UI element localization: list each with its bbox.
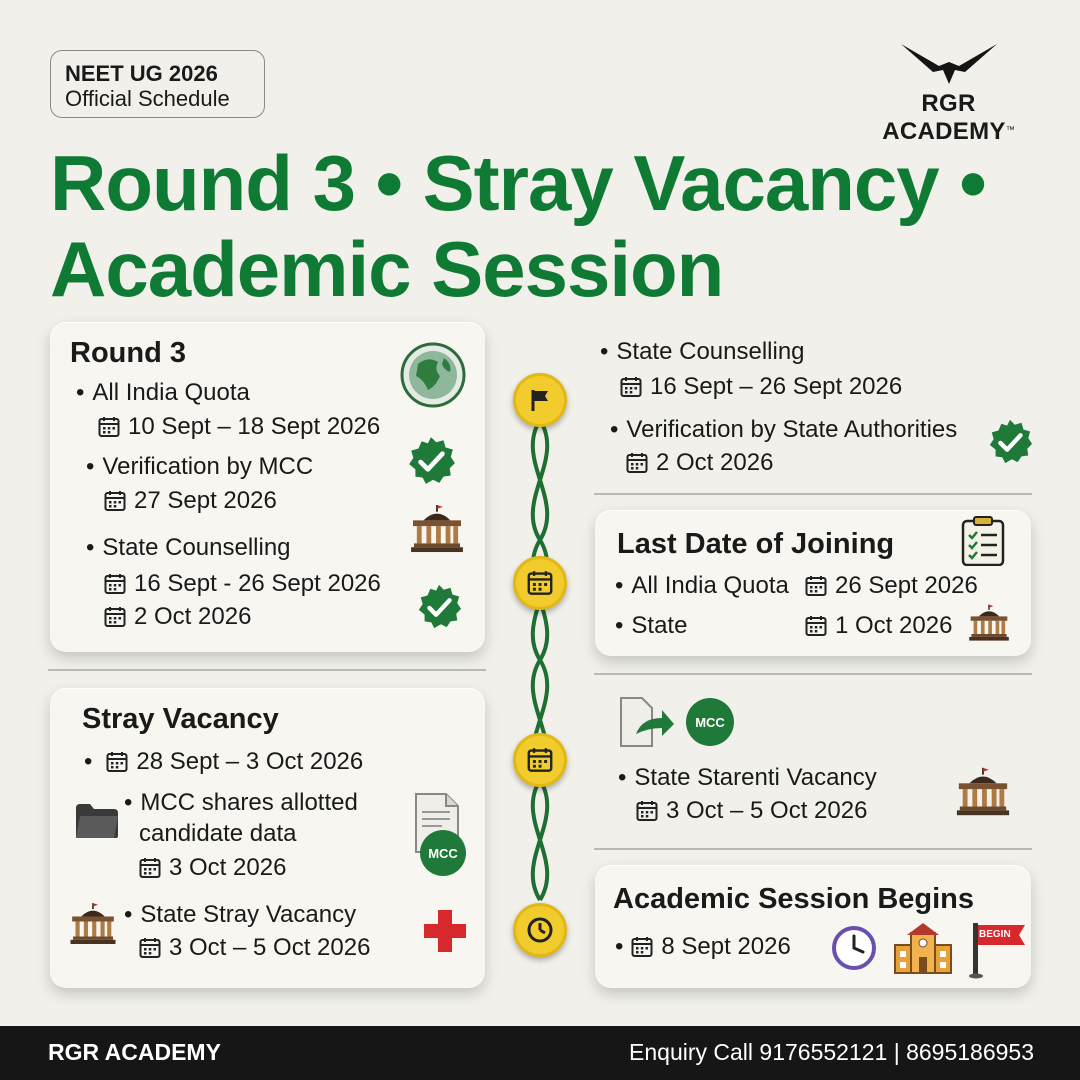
- calendar-icon: [106, 751, 128, 773]
- round3-state-date2: 2 Oct 2026: [134, 603, 252, 630]
- calendar-icon: [527, 747, 553, 773]
- trademark-mark: ™: [1005, 124, 1015, 135]
- academic-heading: Academic Session Begins: [613, 883, 975, 915]
- round3-ver-label: • Verification by MCC: [86, 453, 313, 481]
- divider: [594, 673, 1032, 675]
- flag-icon: [527, 387, 553, 413]
- round3-aiq-date-row: [98, 413, 380, 441]
- calendar-icon: [805, 575, 827, 597]
- government-building-icon: [408, 505, 466, 553]
- state-verification-date-row: [626, 449, 773, 477]
- mcc-date: 3 Oct 2026: [169, 854, 287, 881]
- state-counselling-date: 16 Sept – 26 Sept 2026: [650, 373, 903, 400]
- brand-name: RGR ACADEMY: [882, 90, 1006, 145]
- joining-state-label: • State: [615, 612, 687, 640]
- footer-brand: RGR ACADEMY: [48, 1039, 221, 1065]
- calendar-icon: [139, 937, 161, 959]
- stray-vacancy-card: [50, 688, 485, 988]
- round3-aiq-label: • All India Quota: [76, 379, 250, 407]
- footer-bar: [0, 1026, 1080, 1080]
- round3-state-label: • State Counselling: [86, 534, 291, 562]
- mcc-shares-line2: candidate data: [139, 820, 297, 847]
- timeline-node-calendar: [513, 733, 567, 787]
- timeline-node-clock: [513, 903, 567, 957]
- joining-aiq-date-row: [805, 572, 978, 600]
- clock-icon: [526, 916, 554, 944]
- title-line-2: Academic Session: [50, 225, 724, 313]
- mcc-badge-icon: MCC: [420, 830, 466, 876]
- stray-state-date: 3 Oct – 5 Oct 2026: [169, 934, 371, 961]
- globe-icon: [400, 342, 466, 408]
- round3-state-date1-row: [104, 570, 381, 598]
- round3-ver-date-row: [104, 487, 277, 515]
- academic-date-row: [615, 933, 791, 961]
- stray-date: 28 Sept – 3 Oct 2026: [136, 748, 364, 775]
- document-transfer-icon: [618, 696, 676, 748]
- calendar-icon: [620, 376, 642, 398]
- mcc-date-row: [139, 854, 286, 882]
- timeline-connector: [500, 380, 580, 940]
- round3-state-date1: 16 Sept - 26 Sept 2026: [134, 570, 381, 597]
- calendar-icon: [104, 490, 126, 512]
- divider: [594, 848, 1032, 850]
- divider: [48, 669, 486, 671]
- title-line-1: Round 3 • Stray Vacancy •: [50, 139, 986, 227]
- footer-enquiry: Enquiry Call 9176552121 | 8695186953: [629, 1039, 1034, 1065]
- brand-logo: [861, 42, 1036, 146]
- calendar-icon: [104, 606, 126, 628]
- verified-check-icon: [986, 418, 1034, 466]
- round3-card: [50, 322, 485, 652]
- joining-card: [595, 510, 1031, 656]
- academic-date: 8 Sept 2026: [661, 933, 791, 960]
- calendar-icon: [98, 416, 120, 438]
- calendar-icon: [626, 452, 648, 474]
- government-building-icon: [967, 602, 1011, 644]
- school-building-icon: [891, 921, 955, 975]
- mcc-shares-line1: • MCC shares allotted: [124, 789, 358, 817]
- folder-icon: [74, 802, 120, 840]
- joining-aiq-label: • All India Quota: [615, 572, 789, 600]
- clipboard-checklist-icon: [961, 516, 1005, 566]
- timeline-node-calendar: [513, 556, 567, 610]
- state-verification-label: • Verification by State Authorities: [610, 416, 957, 444]
- calendar-icon: [104, 573, 126, 595]
- begin-flag-text: BEGIN: [979, 929, 1011, 940]
- calendar-icon: [636, 800, 658, 822]
- state-starenti-label: • State Starenti Vacancy: [618, 764, 877, 792]
- stray-heading: Stray Vacancy: [82, 703, 279, 735]
- joining-aiq-date: 26 Sept 2026: [835, 572, 978, 599]
- state-starenti-date: 3 Oct – 5 Oct 2026: [666, 797, 868, 824]
- calendar-icon: [631, 936, 653, 958]
- calendar-icon: [139, 857, 161, 879]
- schedule-tag: [50, 50, 265, 118]
- round3-heading: Round 3: [70, 337, 186, 369]
- government-building-icon: [954, 764, 1012, 820]
- timeline-node-flag: [513, 373, 567, 427]
- round3-state-date2-row: [104, 603, 251, 631]
- calendar-icon: [805, 615, 827, 637]
- state-counselling-date-row: [620, 373, 902, 401]
- joining-state-date: 1 Oct 2026: [835, 612, 953, 639]
- government-building-icon: [68, 902, 118, 946]
- state-verification-date: 2 Oct 2026: [656, 449, 774, 476]
- mcc-badge-icon: MCC: [686, 698, 734, 746]
- joining-heading: Last Date of Joining: [617, 528, 895, 560]
- state-counselling-label: • State Counselling: [600, 338, 805, 366]
- clock-icon: [831, 925, 877, 971]
- stray-state-date-row: [139, 934, 370, 962]
- joining-state-date-row: [805, 612, 952, 640]
- round3-ver-date: 27 Sept 2026: [134, 487, 277, 514]
- tag-line-1: NEET UG 2026: [65, 61, 218, 86]
- verified-check-icon: [415, 583, 463, 631]
- round3-aiq-date: 10 Sept – 18 Sept 2026: [128, 413, 381, 440]
- stray-state-label: • State Stray Vacancy: [124, 901, 356, 929]
- divider: [594, 493, 1032, 495]
- state-starenti-date-row: [636, 797, 867, 825]
- eagle-icon: [899, 42, 999, 86]
- calendar-icon: [527, 570, 553, 596]
- academic-session-card: [595, 865, 1031, 988]
- page-title: [50, 140, 1060, 312]
- tag-line-2: Official Schedule: [65, 86, 230, 111]
- verified-check-icon: [405, 435, 457, 487]
- medical-cross-icon: [422, 908, 468, 954]
- stray-date-row: [84, 748, 363, 776]
